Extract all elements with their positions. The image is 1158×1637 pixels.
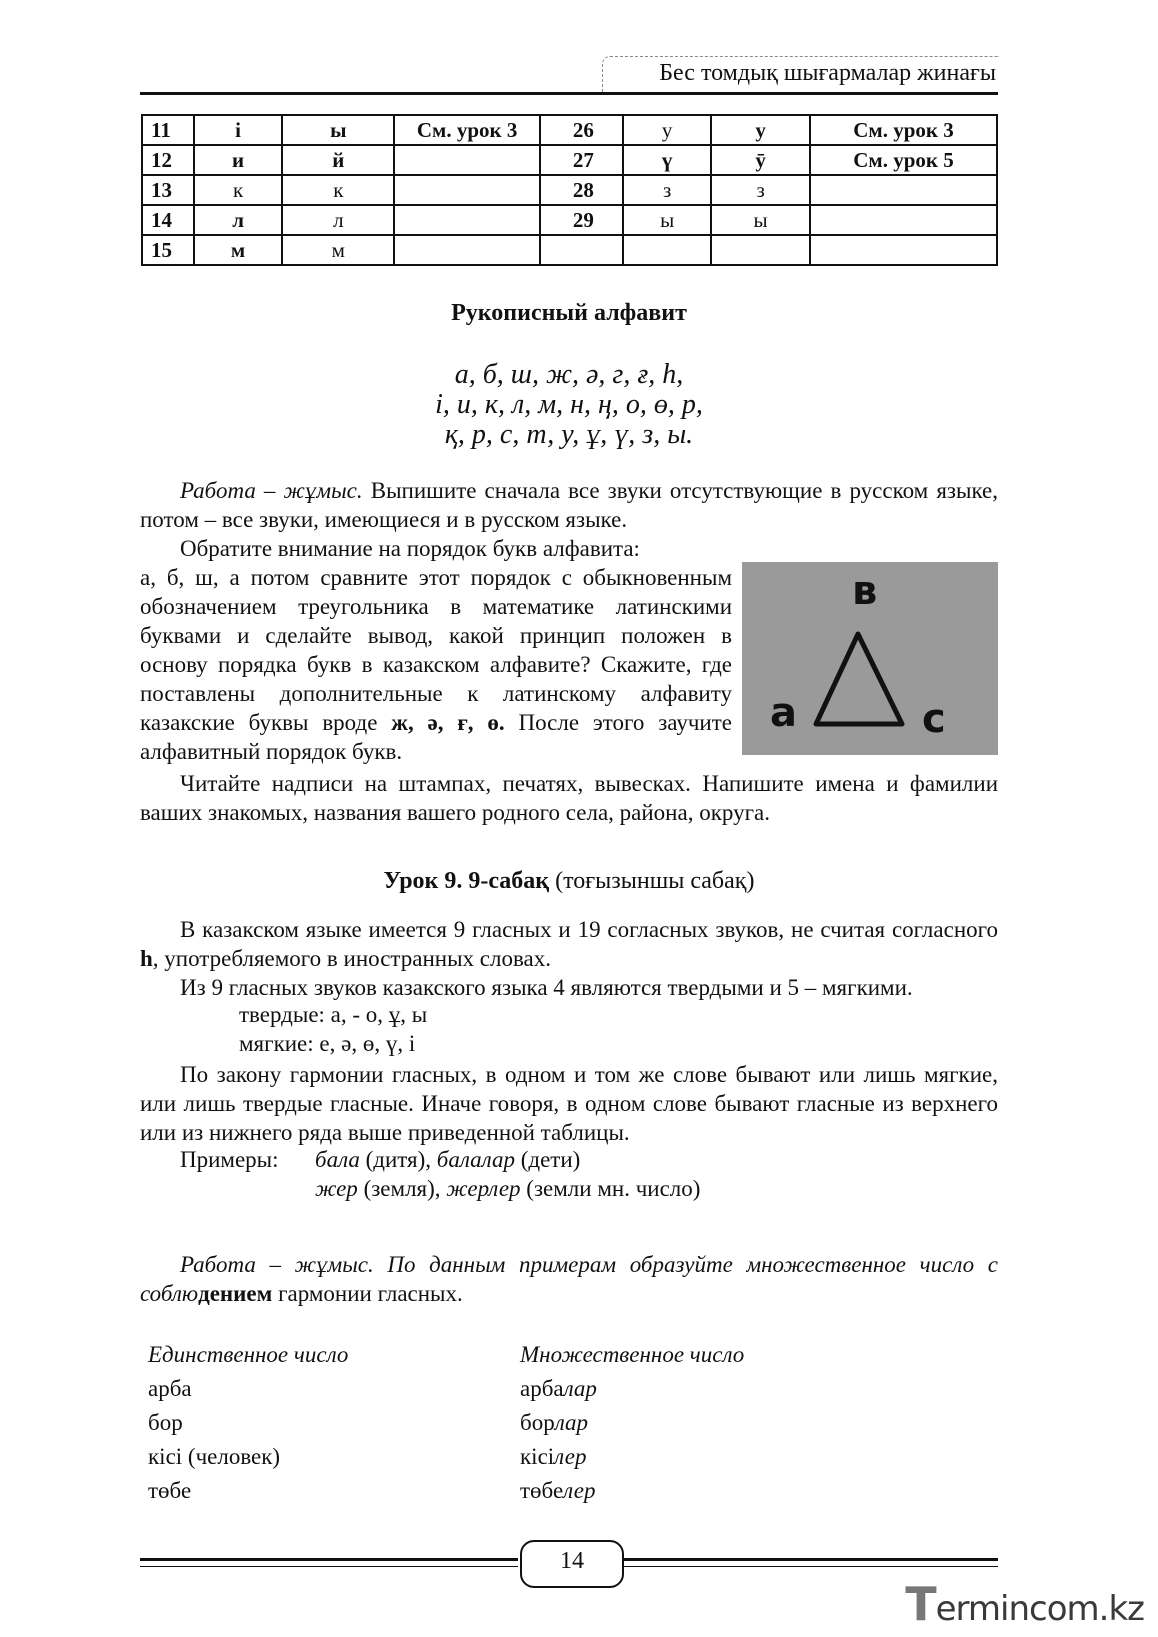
bold-letter: h — [140, 946, 153, 971]
soft-vowels: мягкие: е, ә, ө, ү, і — [239, 1031, 416, 1056]
lesson-title-normal: (тоғызыншы сабақ) — [549, 868, 755, 894]
vowels-split-line: Из 9 гласных звуков казакского языка 4 являются твердыми и 5 – мягкими. — [180, 975, 913, 1000]
example-gloss: (дети) — [514, 1147, 581, 1172]
example-gloss: (земля), — [357, 1176, 447, 1201]
handwritten-line: қ, р, с, т, у, ұ, ү, з, ы. — [444, 419, 694, 450]
table-cell: ы — [623, 205, 711, 235]
paragraph-text: , употребляемого в иностранных словах. — [152, 946, 551, 971]
exercise-label: Работа – жұмыс. — [180, 478, 363, 503]
singular-word: төбе — [148, 1478, 192, 1503]
footer-rule — [140, 1558, 518, 1561]
table-cell — [394, 175, 539, 205]
example-gloss: (земли мн. число) — [520, 1176, 701, 1201]
plural-word — [520, 1444, 586, 1470]
example-gloss: (дитя), — [359, 1147, 437, 1172]
plural-header: Множественное число — [520, 1342, 745, 1367]
table-cell — [810, 205, 997, 235]
table-cell: 13 — [142, 175, 194, 205]
table-cell: м — [282, 235, 394, 265]
watermark-text: erminc — [935, 1589, 1047, 1629]
table-cell: з — [711, 175, 810, 205]
watermark-initial: T — [905, 1577, 936, 1631]
table-cell: ү — [623, 145, 711, 175]
paragraph-text: В казакском языке имеется 9 гласных и 19 согласных звуков, не считая согласного — [180, 917, 998, 942]
plural-word — [520, 1410, 588, 1436]
table-cell: 29 — [540, 205, 623, 235]
alphabet-table — [141, 114, 998, 266]
table-cell — [394, 205, 539, 235]
table-cell: и — [194, 145, 282, 175]
vertex-label-right: с — [922, 696, 946, 742]
table-cell — [540, 235, 623, 265]
plural-stem: бор — [520, 1410, 555, 1435]
plural-suffix: лер — [563, 1478, 596, 1503]
lesson-title — [140, 868, 998, 895]
example-line — [315, 1147, 580, 1173]
handwritten-line: і, и, к, л, м, н, ң, о, ө, р, — [435, 389, 703, 420]
hard-vowels: твердые: а, - о, ұ, ы — [239, 1002, 428, 1027]
table-cell: л — [282, 205, 394, 235]
section-title: Рукописный алфавит — [451, 300, 687, 326]
example-line — [315, 1176, 700, 1202]
table-cell: м — [194, 235, 282, 265]
watermark-o: o — [1046, 1589, 1067, 1629]
singular-header: Единственное число — [148, 1342, 349, 1367]
table-cell — [394, 235, 539, 265]
table-cell: 11 — [142, 115, 194, 145]
harmony-paragraph: По закону гармонии гласных, в одном и том же слове бывают или лишь мягкие, или лишь твердые гласные. Иначе говоря, в одном слове бывают гласные из верхнего или из нижнего ряда выше приведенной таблицы. — [140, 1062, 998, 1145]
table-cell: 26 — [540, 115, 623, 145]
examples-label: Примеры: — [180, 1147, 279, 1172]
plural-stem: арба — [520, 1376, 564, 1401]
table-cell: й — [282, 145, 394, 175]
header-rule — [140, 92, 998, 95]
table-cell — [810, 175, 997, 205]
lesson-title-bold: Урок 9. 9-сабақ — [383, 868, 550, 894]
table-cell: 12 — [142, 145, 194, 175]
table-cell: 15 — [142, 235, 194, 265]
reading-paragraph: Читайте надписи на штампах, печатях, вывесках. Напишите имена и фамилии ваших знакомых, названия вашего родного села, района, округа. — [140, 771, 998, 825]
exercise-text: гармонии гласных. — [272, 1281, 463, 1306]
plural-stem: кісі — [520, 1444, 555, 1469]
exercise-bold: дением — [198, 1281, 273, 1306]
table-cell: 14 — [142, 205, 194, 235]
exercise-paragraph — [140, 1250, 998, 1308]
exercise-text: Выпишите сначала все звуки отсутствующие в русском языке, потом – все звуки, имеющиеся и в русском языке. — [140, 478, 999, 532]
table-cell — [810, 235, 997, 265]
paragraph-text: а, б, ш, а потом сравните этот порядок с обыкновенным обозначением треугольника в математике латинскими буквами и сделайте вывод, какой принцип положен в основу порядка букв в казакском алфавите? Скажите, где поставлены дополнительные к латинскому алфавиту казакские буквы вроде — [140, 565, 732, 735]
table-cell: л — [194, 205, 282, 235]
plural-suffix: лар — [554, 1410, 589, 1435]
exercise-label: Работа – жұмыс. По данным примерам образуйте множественное число с соблю — [140, 1252, 998, 1306]
page-number: 14 — [560, 1548, 584, 1574]
singular-word: кісі (человек) — [148, 1444, 281, 1469]
table-cell: ӯ — [711, 145, 810, 175]
table-cell: з — [623, 175, 711, 205]
watermark-text: m.kz — [1066, 1589, 1144, 1629]
paragraph-text: После этого заучите алфавитный порядок букв. — [140, 710, 732, 764]
plural-suffix: лер — [554, 1444, 587, 1469]
table-cell: 27 — [540, 145, 623, 175]
footer-rule — [624, 1558, 998, 1561]
table-row — [142, 205, 997, 235]
table-cell — [623, 235, 711, 265]
plural-word — [520, 1376, 597, 1402]
example-word: жер — [315, 1176, 358, 1201]
table-cell: См. урок 5 — [810, 145, 997, 175]
site-watermark — [905, 1577, 1144, 1631]
vertex-label-left: а — [770, 690, 797, 736]
table-cell: См. урок 3 — [810, 115, 997, 145]
plural-word — [520, 1478, 595, 1504]
vertex-label-top: в — [852, 568, 878, 614]
table-cell: у — [711, 115, 810, 145]
table-cell: ы — [282, 115, 394, 145]
table-row — [142, 145, 997, 175]
example-word: балалар — [436, 1147, 515, 1172]
paragraph-intro: Обратите внимание на порядок букв алфавита: — [180, 536, 640, 561]
alphabet-order-paragraph — [140, 563, 732, 766]
table-cell: 28 — [540, 175, 623, 205]
example-word: жерлер — [446, 1176, 521, 1201]
table-cell: ы — [711, 205, 810, 235]
table-row — [142, 235, 997, 265]
running-header: Бес томдық шығармалар жинағы — [659, 60, 996, 86]
bold-letters: ж, ә, ғ, ө. — [391, 710, 505, 735]
table-cell: к — [194, 175, 282, 205]
table-row — [142, 175, 997, 205]
table-cell: к — [282, 175, 394, 205]
table-cell: См. урок 3 — [394, 115, 539, 145]
plural-suffix: лар — [563, 1376, 597, 1401]
example-word: бала — [315, 1147, 360, 1172]
plural-stem: төбе — [520, 1478, 564, 1503]
table-cell — [394, 145, 539, 175]
footer-rule — [140, 1566, 518, 1567]
handwritten-line: а, б, ш, ж, ә, г, ғ, һ, — [454, 359, 684, 390]
table-cell: у — [623, 115, 711, 145]
vowels-paragraph — [140, 915, 998, 973]
table-cell — [711, 235, 810, 265]
footer-rule — [624, 1566, 998, 1567]
table-cell: і — [194, 115, 282, 145]
table-row — [142, 115, 997, 145]
singular-word: бор — [148, 1410, 183, 1435]
exercise-paragraph — [140, 476, 998, 534]
triangle-figure — [742, 562, 998, 755]
singular-word: арба — [148, 1376, 192, 1401]
